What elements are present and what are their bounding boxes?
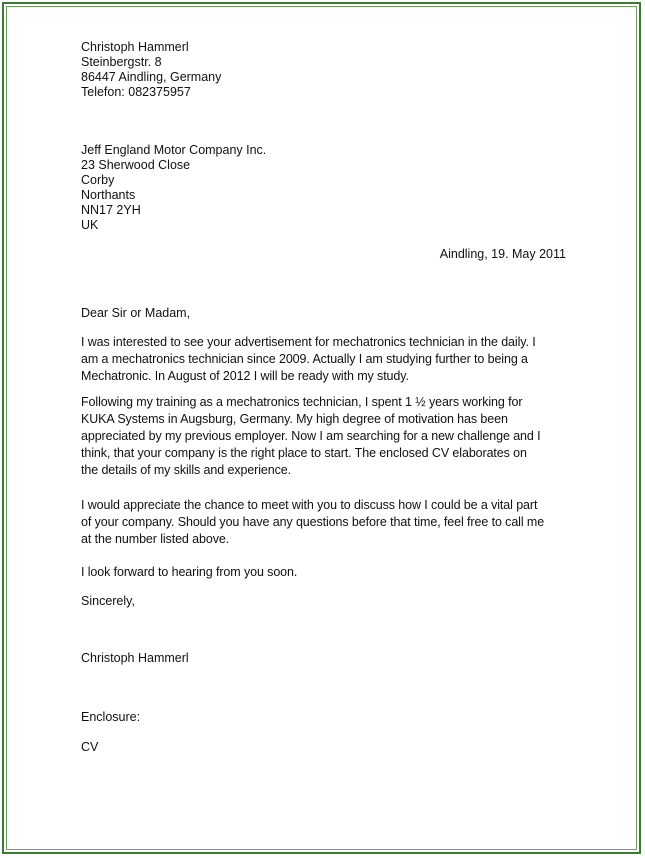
paragraph-line: at the number listed above. bbox=[81, 532, 230, 546]
sender-phone: Telefon: 082375957 bbox=[81, 85, 191, 99]
body-paragraph-4 bbox=[81, 564, 566, 581]
paragraph-line: think, that your company is the right place to start. The enclosed CV elaborates on bbox=[81, 446, 527, 460]
paragraph-line: I would appreciate the chance to meet with you to discuss how I could be a vital part bbox=[81, 498, 538, 512]
paragraph-line: I look forward to hearing from you soon. bbox=[81, 565, 298, 579]
enclosure-item: CV bbox=[81, 740, 99, 754]
body-paragraph-3 bbox=[81, 497, 566, 548]
recipient-town: Corby bbox=[81, 173, 115, 187]
recipient-street: 23 Sherwood Close bbox=[81, 158, 191, 172]
paragraph-line: appreciated by my previous employer. Now I am searching for a new challenge and I bbox=[81, 429, 541, 443]
sender-address bbox=[81, 40, 221, 100]
body-paragraph-1 bbox=[81, 334, 566, 385]
recipient-company: Jeff England Motor Company Inc. bbox=[81, 143, 267, 157]
sender-street: Steinbergstr. 8 bbox=[81, 55, 162, 69]
paragraph-line: am a mechatronics technician since 2009. Actually I am studying further to being a bbox=[81, 352, 528, 366]
enclosure-label: Enclosure: bbox=[81, 710, 141, 724]
salutation: Dear Sir or Madam, bbox=[81, 306, 191, 320]
paragraph-line: KUKA Systems in Augsburg, Germany. My high degree of motivation has been bbox=[81, 412, 508, 426]
paragraph-line: the details of my skills and experience. bbox=[81, 463, 291, 477]
paragraph-line: Mechatronic. In August of 2012 I will be ready with my study. bbox=[81, 369, 409, 383]
recipient-postcode: NN17 2YH bbox=[81, 203, 141, 217]
sender-city: 86447 Aindling, Germany bbox=[81, 70, 222, 84]
recipient-country: UK bbox=[81, 218, 99, 232]
paragraph-line: I was interested to see your advertisement for mechatronics technician in the daily. I bbox=[81, 335, 536, 349]
paragraph-line: Following my training as a mechatronics technician, I spent 1 ½ years working for bbox=[81, 395, 523, 409]
paragraph-line: of your company. Should you have any questions before that time, feel free to call me bbox=[81, 515, 545, 529]
letter-date: Aindling, 19. May 2011 bbox=[439, 247, 566, 261]
closing: Sincerely, bbox=[81, 594, 135, 608]
signature-name: Christoph Hammerl bbox=[81, 651, 189, 665]
recipient-county: Northants bbox=[81, 188, 136, 202]
recipient-address bbox=[81, 143, 266, 233]
sender-name: Christoph Hammerl bbox=[81, 40, 189, 54]
body-paragraph-2 bbox=[81, 394, 566, 479]
